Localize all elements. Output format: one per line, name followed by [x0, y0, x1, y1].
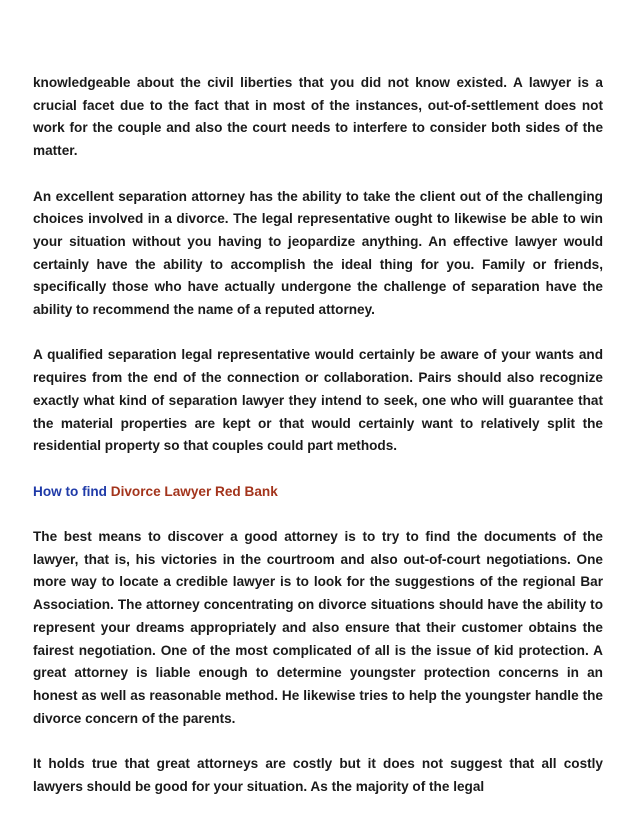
paragraph-4: The best means to discover a good attorney is to try to find the documents of the lawyer, that is, his victories in the courtroom and also out-of-court negotiations. One more way to locate a credible lawyer is to look for the suggestions of the regional Bar Association. The attorney concentrating on divorce situations should have the ability to represent your dreams appropriately and also ensure that their customer obtains the fairest negotiation. One of the most complicated of all is the issue of kid protection. A great attorney is liable enough to determine youngster protection concerns in an honest as well as reasonable method. He likewise tries to help the youngster handle the divorce concern of the parents. — [33, 529, 603, 726]
document-page — [33, 72, 603, 821]
paragraph-2: An excellent separation attorney has the ability to take the client out of the challenging choices involved in a divorce. The legal representative ought to likewise be able to win your situation without you having to jeopardize anything. An effective lawyer would certainly have the ability to accomplish the ideal thing for you. Family or friends, specifically those who have actually undergone the challenge of separation have the ability to recommend the name of a reputed attorney. — [33, 188, 603, 318]
heading-lead-text: How to find — [33, 483, 111, 499]
paragraph-5: It holds true that great attorneys are costly but it does not suggest that all costly lawyers should be good for your situation. As the majority of the legal — [33, 756, 603, 794]
paragraph-3: A qualified separation legal representative would certainly be aware of your wants and requires from the end of the connection or collaboration. Pairs should also recognize exactly what kind of separation lawyer they intend to seek, one who will guarantee that the material properties are kept or that would certainly want to relatively split the residential property so that couples could part methods. — [33, 347, 603, 454]
paragraph-1: knowledgeable about the civil liberties that you did not know existed. A lawyer is a crucial facet due to the fact that in most of the instances, out-of-settlement does not work for the couple and also the court needs to interfere to consider both sides of the matter. — [33, 75, 603, 159]
section-heading — [33, 481, 603, 504]
heading-link[interactable]: Divorce Lawyer Red Bank — [110, 483, 278, 499]
